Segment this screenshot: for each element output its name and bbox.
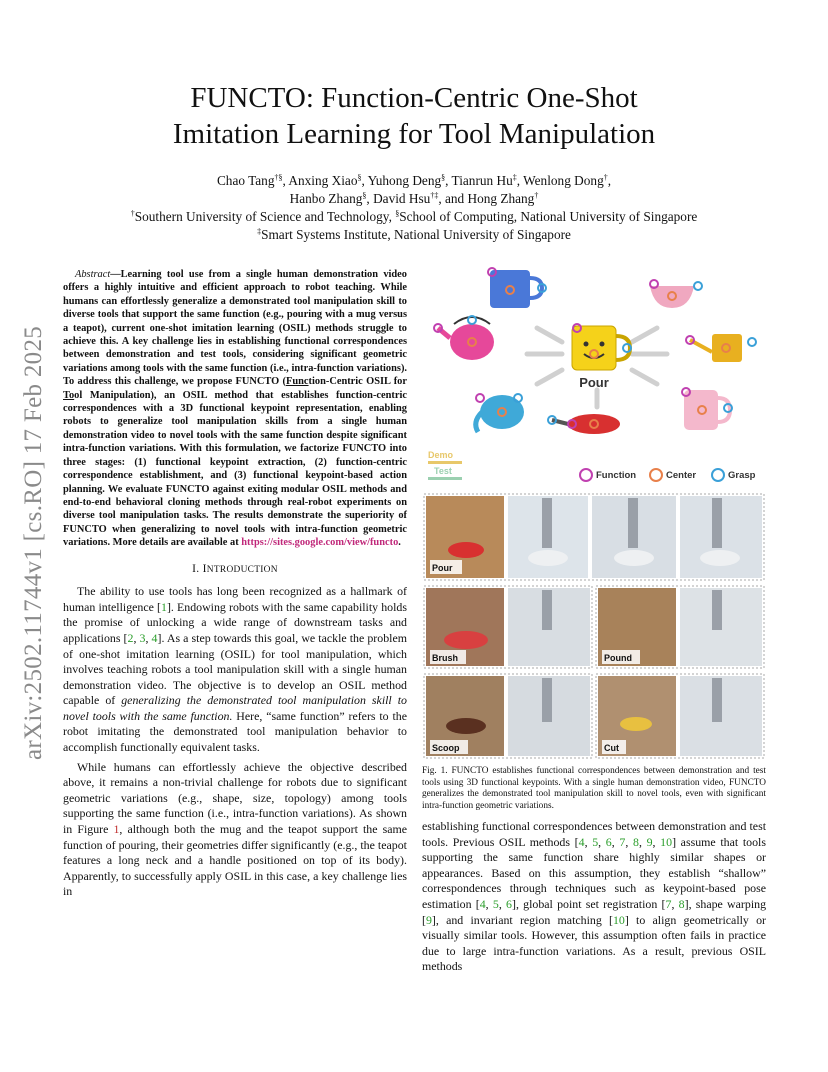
arrow (632, 370, 657, 384)
citation-link[interactable]: 3 (139, 630, 146, 645)
red-pan (548, 414, 620, 434)
author-line-1: Chao Tang†§, Anxing Xiao§, Yuhong Deng§, Tianrun Hu‡, Wenlong Dong†, (216, 173, 612, 188)
author-name: David Hsu (373, 191, 431, 206)
caption-label: Fig. 1. (422, 766, 448, 776)
body-text: ] to align geometrically or visually similar tools. However, this assumption often fails in practice due to large intra-function variations. As a result, previous OSIL methods (422, 912, 766, 974)
body-text: ], shape warping [ (422, 896, 767, 927)
section-title-initial: I (202, 562, 207, 575)
author-mark: † (603, 173, 608, 182)
arxiv-identifier: arXiv:2502.11744v1 [cs.RO] 17 Feb 2025 (20, 325, 47, 760)
yellow-watering-can (686, 334, 756, 362)
keypoint-legend (580, 469, 756, 481)
arrow (537, 328, 562, 342)
abstract-text: —Learning tool use from a single human demonstration video offers a highly intuitive and efficient approach to robot teaching. While humans can effortlessly generalize a demonstrated tool manipulation skill to diverse tools that support the same function (e.g., pouring with a mug versus a teapot), current one-shot imitation learning (OSIL) methods struggle to achieve this. A key challenge lies in establishing functional correspondences between demonstration and test tools, considering significant geometric variations among tools with the same function (i.e., intra-function variations). To address this challenge, we propose FUNCTO ( (63, 269, 407, 388)
abstract-underline: To (63, 389, 75, 401)
blue-elephant-can (476, 394, 524, 432)
section-title-rest: NTRODUCTION (206, 564, 278, 575)
pink-teapot (434, 316, 494, 360)
title-line-2: Imitation Learning for Tool Manipulation (172, 118, 656, 150)
author-mark: † (534, 191, 539, 200)
affiliation-mark: § (395, 209, 400, 218)
right-column (422, 819, 766, 975)
affiliation-line-2 (60, 226, 768, 244)
body-text: establishing functional correspondences between demonstration and test tools. Previous OSIL methods [ (422, 819, 766, 849)
body-text: While humans can effortlessly achieve the objective described above, it remains a non-trivial challenge for robots due to significant geometric variations (e.g., shape, size, topology) among tools supporting the same function (i.e., intra-function variations). As shown in Figure (63, 759, 407, 837)
affiliation: Southern University of Science and Technology, (134, 209, 396, 224)
body-text: , although both the mug and the teapot support the same function of pouring, their geometries differ significantly (e.g., the teapot features a long neck and a handle positioned on top of its body). Apparently, to successfully apply OSIL in this case, a key challenge lies in (63, 822, 407, 899)
author-mark: § (357, 173, 362, 182)
author-name: and Hong Zhang (444, 191, 535, 206)
pink-kettle (682, 388, 732, 430)
citation-link[interactable]: 9 (646, 834, 653, 849)
intro-paragraph-1: The ability to use tools has long been recognized as a hallmark of human intelligence [1]. Endowing robots with the same capability holds the promise of unlocking a wide range of downstream tasks and applications [2, 3, 4]. As a step towards this goal, we tackle the problem of one-shot imitation learning (OSIL) for tool manipulation, which involves teaching robots a tool manipulation skill with a single human demonstration video. The objective is to develop an OSIL method capable of generalizing the demonstrated tool manipulation skill to novel tools with the same function. Here, “same function” refers to the robot imitating the demonstrated tool manipulation behavior to accomplish functionally equivalent tasks. (63, 584, 407, 755)
demo-bar (428, 461, 462, 464)
citation-link[interactable]: 6 (506, 896, 512, 911)
task-photo-grid (424, 494, 764, 758)
citation-link[interactable]: 2 (127, 630, 134, 645)
figure-1-graphic (422, 262, 766, 760)
affiliation: School of Computing, National University of Singapore (399, 209, 698, 224)
affiliation-mark: † (130, 209, 135, 218)
citation-link[interactable]: 7 (665, 896, 672, 911)
citation-link[interactable]: 6 (605, 834, 612, 849)
affiliation-line-1 (60, 208, 768, 226)
author-mark: †§ (274, 173, 283, 182)
caption-text: FUNCTO establishes functional correspondences between demonstration and test tools using 3D functional keypoints. With a single human demonstration video, FUNCTO generalizes the demonstrated tool manipulation skill to novel tools, even with significant intra-function geometric variations. (422, 766, 766, 811)
body-text: ]. Endowing robots with the same capability holds the promise of unlocking a wide range of downstream tasks and applications [ (63, 599, 407, 645)
citation-link[interactable]: 7 (619, 834, 626, 849)
panel-label-cut: Cut (604, 743, 619, 753)
author-name: Yuhong Deng (367, 173, 442, 188)
panel-label-scoop: Scoop (432, 743, 460, 753)
author-name: Chao Tang (216, 173, 275, 188)
section-number: I. (192, 562, 203, 575)
body-text: ], global point set registration [ (511, 896, 666, 911)
project-link[interactable]: https://sites.google.com/view/functo (241, 537, 399, 549)
panel-label-pound: Pound (604, 653, 632, 663)
body-text: ] assume that tools supporting the same function share highly similar shapes or appearances. Based on this assumption, they establish “shallow” correspondences through techniques such as keypoint-based pose estimation [ (422, 834, 766, 911)
author-name: Wenlong Dong (523, 173, 604, 188)
author-name: Anxing Xiao (288, 173, 358, 188)
body-text: The ability to use tools has long been recognized as a hallmark of human intelligence [ (63, 584, 407, 614)
figure-reference-link[interactable]: 1 (113, 822, 120, 837)
citation-link[interactable]: 8 (632, 834, 639, 849)
panel-label-brush: Brush (432, 653, 459, 663)
citation-link[interactable]: 5 (492, 896, 499, 911)
author-mark: § (362, 191, 367, 200)
affiliation-mark: ‡ (257, 227, 262, 236)
author-block (60, 172, 768, 244)
left-column (63, 268, 407, 902)
arrow (632, 328, 657, 342)
intro-paragraph-2 (63, 760, 407, 900)
citation-link[interactable]: 9 (425, 912, 432, 927)
abstract-lead: Abstract (75, 269, 111, 280)
citation-link[interactable]: 10 (612, 912, 625, 927)
arrow (537, 370, 562, 384)
author-mark: †‡ (430, 191, 439, 200)
panel-label-pour: Pour (432, 563, 453, 573)
citation-link[interactable]: 5 (592, 834, 599, 849)
author-mark: ‡ (512, 173, 517, 182)
author-name: Hanbo Zhang (289, 191, 363, 206)
author-name: Tianrun Hu (451, 173, 513, 188)
title-line-1: FUNCTO: Function-Centric One-Shot (190, 82, 638, 114)
pink-mug (650, 280, 702, 308)
yellow-mug (572, 324, 631, 370)
pour-diagram (434, 268, 756, 434)
grasp-legend-icon (712, 469, 724, 481)
citation-link[interactable]: 4 (151, 630, 158, 645)
function-legend-icon (580, 469, 592, 481)
citation-link[interactable]: 4 (578, 834, 585, 849)
body-text: Here, “same function” refers to the robot imitating the demonstrated tool manipulation behavior to accomplish functionally equivalent tasks. (63, 708, 407, 755)
body-text: ], and invariant region matching [ (431, 912, 613, 927)
body-text: ]. As a step towards this goal, we tackle the problem of one-shot imitation learning (OSIL) for tool manipulation, which involves teaching robots a tool manipulation skill with a single human demonstration video. The objective is to develop an OSIL method capable of (63, 630, 407, 708)
author-line-2: Hanbo Zhang§, David Hsu†‡, and Hong Zhang† (289, 191, 539, 206)
demo-label: Demo (428, 450, 454, 460)
bowls (528, 550, 740, 566)
legend-center: Center (666, 470, 697, 481)
affiliation: Smart Systems Institute, National University of Singapore (261, 227, 571, 242)
author-mark: § (441, 173, 446, 182)
abstract-text: ol Manipulation), an OSIL method that establishes function-centric correspondences with a 3D functional keypoint representation, enabling robots to generalize tool manipulation skills from a single human demonstration video to novel tools with the same function despite significant intra-function variations. With this formulation, we factorize FUNCTO into three stages: (1) functional keypoint extraction, (2) function-centric correspondence establishment, and (3) functional keypoint-based action planning. We evaluate FUNCTO against exiting modular OSIL methods and end-to-end behavioral cloning methods through real-robot experiments on diverse tool manipulation tasks. The results demonstrate the superiority of FUNCTO when generalizing to novel tools with intra-function geometric variations. More details are available at (63, 389, 407, 549)
test-label: Test (434, 466, 452, 476)
figure-1-caption (422, 766, 766, 812)
abstract (63, 268, 407, 550)
citation-link[interactable]: 10 (660, 834, 673, 849)
abstract-text: tion-Centric OSIL for (308, 376, 407, 388)
legend-function: Function (596, 470, 637, 481)
citation-link[interactable]: 8 (678, 896, 685, 911)
citation-link[interactable]: 4 (479, 896, 486, 911)
center-label: Pour (579, 375, 609, 390)
citation-link[interactable]: 1 (161, 599, 167, 614)
center-legend-icon (650, 469, 662, 481)
demo-test-markers (428, 450, 462, 480)
abstract-text: . (398, 537, 401, 549)
legend-grasp: Grasp (728, 470, 756, 481)
paper-title (60, 80, 768, 152)
blue-mug (488, 268, 546, 308)
right-paragraph-1: establishing functional correspondences between demonstration and test tools. Previous OSIL methods [4, 5, 6, 7, 8, 9, 10] assume that tools supporting the same function share highly similar shapes or appearances. Based on this assumption, they establish “shallow” correspondences through techniques such as keypoint-based pose estimation [4, 5, 6], global point set registration [7, 8], shape warping [9], and invariant region matching [10] to align geometrically or visually similar tools. However, this assumption often fails in practice due to large intra-function variations. As a result, previous OSIL methods (422, 819, 767, 974)
figure-1 (422, 262, 766, 760)
section-heading-introduction (63, 562, 407, 579)
emphasis-text: generalizing the demonstrated tool manipulation skill to novel tools with the same function. (63, 693, 407, 723)
abstract-underline: Func (286, 376, 309, 388)
test-bar (428, 477, 462, 480)
